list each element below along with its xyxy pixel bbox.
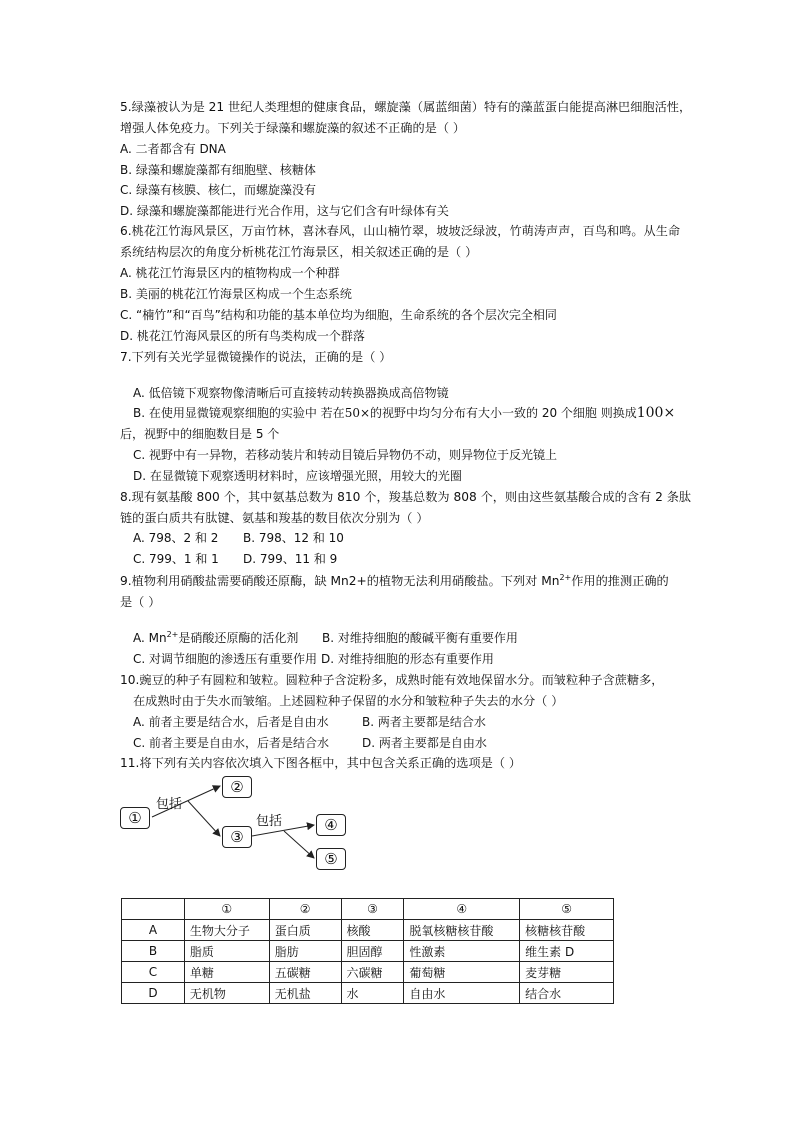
q7-option-b-line2: 后，视野中的细胞数目是 5 个 [120,427,280,441]
q7-option-b-mid: 的视野中均匀分布有大小一致的 20 个细胞 则换成 [370,406,637,420]
q6-option-b: B. 美丽的桃花江竹海景区构成一个生态系统 [120,287,352,301]
table-cell: 结合水 [520,983,614,1004]
q5-stem-line1: 5.绿藻被认为是 21 世纪人类理想的健康食品，螺旋藻（属蓝细菌）特有的藻蓝蛋白能提高淋巴细胞活性， [120,100,692,114]
q10-option-a: A. 前者主要是结合水，后者是自由水 [133,715,329,729]
table-cell: 性激素 [404,941,520,962]
diagram-label-includes-1: 包括 [156,797,183,812]
options-table [121,898,614,1004]
q9-option-a-sup: 2+ [166,630,179,639]
q8-stem-line1: 8.现有氨基酸 800 个，其中氨基总数为 810 个，羧基总数为 808 个，则由这些氨基酸合成的含有 2 条肽 [120,490,692,504]
table-cell: 脂肪 [269,941,341,962]
q9-stem-post: 作用的推测正确的 [571,574,669,588]
table-row [122,962,614,983]
q7-option-b-mag2: 100× [636,405,676,421]
q11-stem: 11.将下列有关内容依次填入下图各框中，其中包含关系正确的选项是（ ） [120,756,522,770]
q9-option-a [133,631,298,646]
table-cell: 脱氧核糖核苷酸 [404,920,520,941]
q9-option-a-pre: A. Mn [133,631,167,645]
q8-stem-line2: 链的蛋白质共有肽键、氨基和羧基的数目依次分别为（ ） [120,511,429,525]
inclusion-diagram [118,770,358,880]
diagram-box-5: ⑤ [316,848,346,870]
table-header-cell: ① [184,899,269,920]
q10-option-b: B. 两者主要都是结合水 [362,715,486,729]
q6-option-c: C. “楠竹”和“百鸟”结构和功能的基本单位均为细胞，生命系统的各个层次完全相同 [120,308,557,322]
q7-option-c: C. 视野中有一异物，若移动装片和转动目镜后异物仍不动，则异物位于反光镜上 [133,448,558,462]
table-cell: 葡萄糖 [404,962,520,983]
table-cell: 脂质 [184,941,269,962]
q5-option-a: A. 二者都含有 DNA [120,142,226,156]
table-row-label: D [122,983,185,1004]
q7-option-d: D. 在显微镜下观察透明材料时，应该增强光照，用较大的光圈 [133,469,462,483]
q9-option-b: B. 对维持细胞的酸碱平衡有重要作用 [322,631,518,645]
q9-stem-line2: 是（ ） [120,595,161,609]
q8-option-a: A. 798、2 和 2 [133,531,219,545]
q9-option-c: C. 对调节细胞的渗透压有重要作用 [133,652,318,666]
q10-stem-line2: 在成熟时由于失水而皱缩。上述圆粒种子保留的水分和皱粒种子失去的水分（ ） [133,694,564,708]
arrow-1-to-3 [188,801,220,836]
table-cell: 六碳糖 [341,962,404,983]
table-cell: 蛋白质 [269,920,341,941]
table-cell: 麦芽糖 [520,962,614,983]
table-header-cell [122,899,185,920]
q9-stem-sup: 2+ [559,573,572,582]
diagram-label-includes-2: 包括 [256,814,283,829]
q5-option-b: B. 绿藻和螺旋藻都有细胞壁、核糖体 [120,163,316,177]
q5-option-d: D. 绿藻和螺旋藻都能进行光合作用，这与它们含有叶绿体有关 [120,204,449,218]
q8-option-d: D. 799、11 和 9 [243,552,338,566]
table-header-cell: ③ [341,899,404,920]
q7-option-a: A. 低倍镜下观察物像清晰后可直接转动转换器换成高倍物镜 [133,386,449,400]
table-cell: 胆固醇 [341,941,404,962]
table-cell: 维生素 D [520,941,614,962]
q8-option-c: C. 799、1 和 1 [133,552,219,566]
diagram-box-1: ① [120,807,150,829]
table-cell: 核酸 [341,920,404,941]
table-cell: 无机盐 [269,983,341,1004]
q5-stem-line2: 增强人体免疫力。下列关于绿藻和螺旋藻的叙述不正确的是（ ） [120,121,466,135]
q9-stem-line1 [120,574,669,589]
table-cell: 无机物 [184,983,269,1004]
table-row-label: C [122,962,185,983]
diagram-box-4: ④ [316,814,346,836]
table-row [122,983,614,1004]
table-header-cell: ② [269,899,341,920]
q6-stem-line2: 系统结构层次的角度分析桃花江竹海景区，相关叙述正确的是（ ） [120,245,478,259]
q5-option-c: C. 绿藻有核膜、核仁，而螺旋藻没有 [120,183,317,197]
q9-option-d: D. 对维持细胞的形态有重要作用 [321,652,494,666]
q10-option-d: D. 两者主要都是自由水 [362,736,487,750]
table-header-row [122,899,614,920]
q10-stem-line1: 10.豌豆的种子有圆粒和皱粒。圆粒种子含淀粉多，成熟时能有效地保留水分。而皱粒种子含蔗糖多， [120,673,664,687]
table-cell: 自由水 [404,983,520,1004]
q6-stem-line1: 6.桃花江竹海风景区，万亩竹林，喜沐春风，山山楠竹翠，坡坡泛绿波，竹萌涛声声，百鸟和鸣。从生命 [120,224,681,238]
table-cell: 生物大分子 [184,920,269,941]
arrow-3-to-5 [284,831,314,858]
table-cell: 核糖核苷酸 [520,920,614,941]
q9-option-a-post: 是硝酸还原酶的活化剂 [178,631,299,645]
q6-option-d: D. 桃花江竹海风景区的所有鸟类构成一个群落 [120,329,365,343]
q7-option-b-mag1: 50× [344,406,371,420]
table-header-cell: ⑤ [520,899,614,920]
diagram-box-3: ③ [222,826,252,848]
q7-option-b [133,406,675,421]
table-cell: 单糖 [184,962,269,983]
diagram-box-2: ② [222,776,252,798]
q9-stem-pre: 9.植物利用硝酸盐需要硝酸还原酶，缺 Mn2+的植物无法利用硝酸盐。下列对 Mn [120,574,560,588]
table-row [122,920,614,941]
q7-stem: 7.下列有关光学显微镜操作的说法，正确的是（ ） [120,350,392,364]
q8-option-b: B. 798、12 和 10 [243,531,344,545]
table-row-label: A [122,920,185,941]
q10-option-c: C. 前者主要是自由水，后者是结合水 [133,736,330,750]
table-row-label: B [122,941,185,962]
q6-option-a: A. 桃花江竹海景区内的植物构成一个种群 [120,266,340,280]
table-cell: 水 [341,983,404,1004]
table-row [122,941,614,962]
table-cell: 五碳糖 [269,962,341,983]
q7-option-b-pre: B. 在使用显微镜观察细胞的实验中 若在 [133,406,345,420]
table-header-cell: ④ [404,899,520,920]
